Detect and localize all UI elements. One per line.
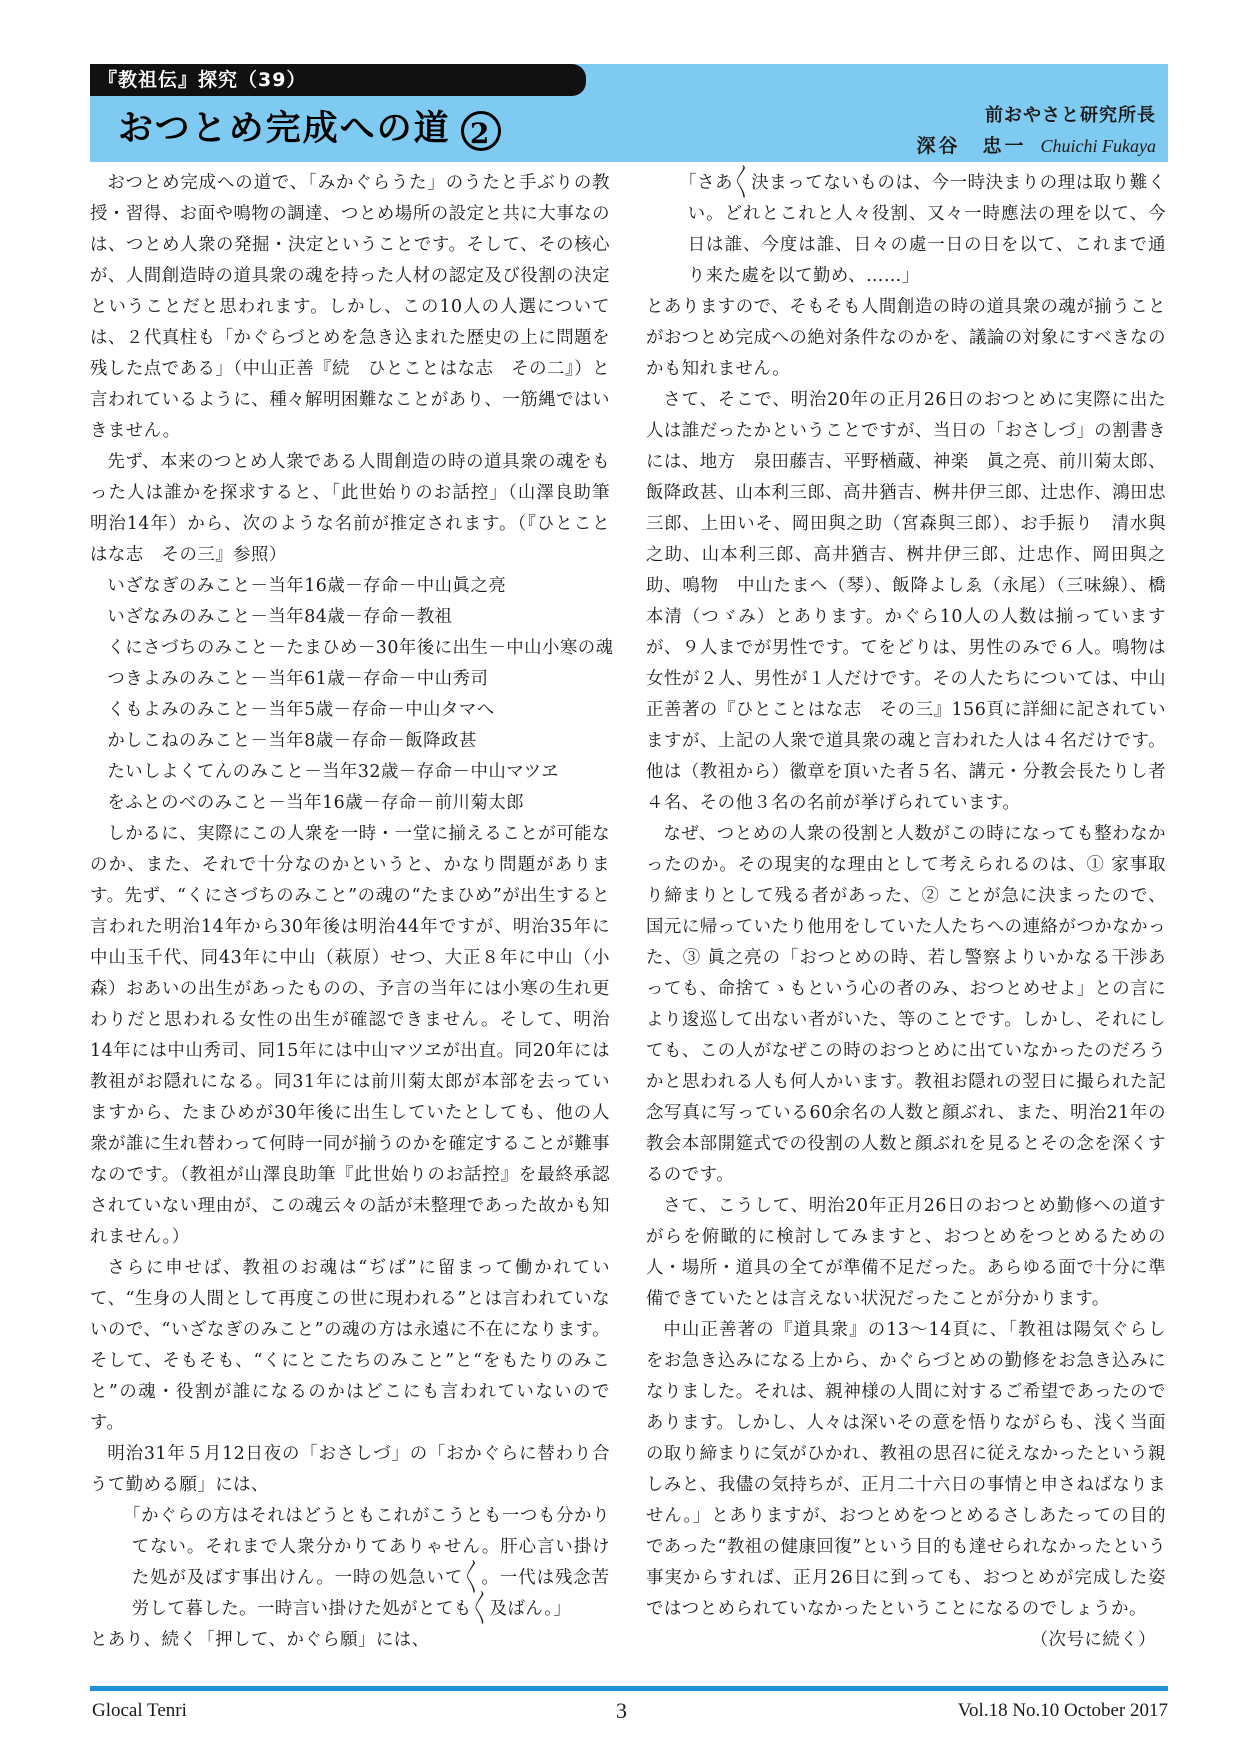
- paragraph: しかるに、実際にこの人衆を一時・一堂に揃えることが可能なのか、また、それで十分なのかというと、かなり問題があります。先ず、“くにさづちのみこと”の魂の“たまひめ”が出生すると言われた明治14年から30年後は明治44年ですが、明治35年に中山玉千代、同43年に中山（萩原）せつ、大正８年に中山（小森）おあいの出生があったものの、予言の当年には小寒の生れ更わりだと思われる女性の出生が確認できません。そして、明治14年には中山秀司、同15年には中山マツヱが出直。同20年には教祖がお隠れになる。同31年には前川菊太郎が本部を去っていますから、たまひめが30年後に出生していたとしても、他の人衆が誰に生れ替わって何時一同が揃うのかを確定することが難事なのです。（教祖が山澤良助筆『此世始りのお話控』を最終承認されていない理由が、この魂云々の話が未整理であった故かも知れません。）: [90, 824, 610, 1247]
- right-column: [646, 168, 1166, 1678]
- quotation: 「さあ〳〵決まってないものは、今一時決まりの理は取り難くい。どれとこれと人々役割、又々一時應法の理を以て、今日は誰、今度は誰、日々の處一日の日を以て、これまで通り来た處を以て勤め、……」: [679, 173, 1166, 286]
- list-item: をふとのべのみこと－当年16歳－存命－前川菊太郎: [107, 793, 525, 813]
- article-title: [118, 104, 501, 154]
- author-line: [917, 131, 1157, 158]
- paragraph: さて、そこで、明治20年の正月26日のおつとめに実際に出た人は誰だったかということですが、当日の「おさしづ」の割書きには、地方 泉田藤吉、平野楢蔵、神楽 眞之亮、前川菊太郎、飯降政甚、山本利三郎、高井猶吉、桝井伊三郎、辻忠作、鴻田忠三郎、上田いそ、岡田與之助（宮森與三郎）、お手振り 清水與之助、山本利三郎、高井猶吉、桝井伊三郎、辻忠作、岡田與之助、鳴物 中山たまへ（琴）、飯降よしゑ（永尾）（三味線）、橋本清（つゞみ）とあります。かぐら10人の人数は揃っていますが、９人までが男性です。てをどりは、男性のみで６人。鳴物は女性が２人、男性が１人だけです。その人たちについては、中山正善著の『ひとことはな志 その三』156頁に詳細に記されていますが、上記の人衆で道具衆の魂と言われた人は４名だけです。他は（教祖から）徽章を頂いた者５名、講元・分教会長たりし者４名、その他３名の名前が挙げられています。: [646, 390, 1166, 813]
- title-text: おつとめ完成への道: [118, 108, 451, 149]
- author-name-jp: 深谷 忠一: [916, 135, 1027, 157]
- list-item: くもよみのみこと－当年5歳－存命－中山タマへ: [107, 700, 495, 720]
- paragraph: さて、こうして、明治20年正月26日のおつとめ勤修への道すがらを俯瞰的に検討してみますと、おつとめをつとめるための人・場所・道具の全てが準備不足だった。あらゆる面で十分に準備できていたとは言えない状況だったことが分かります。: [646, 1196, 1166, 1309]
- paragraph: さらに申せば、教祖のお魂は“ぢば”に留まって働かれていて、“生身の人間として再度この世に現われる”とは言われていないので、“いざなぎのみこと”の魂の方は永遠に不在になります。そして、そもそも、“くにとこたちのみこと”と“をもたりのみこと”の魂・役割が誰になるのかはどこにも言われていないのです。: [90, 1258, 610, 1433]
- series-label: 『教祖伝』探究（39）: [98, 69, 307, 91]
- left-column: [90, 168, 628, 1678]
- paragraph: 中山正善著の『道具衆』の13～14頁に、「教祖は陽気ぐらしをお急き込みになる上から、かぐらづとめの勤修をお急き込みになりました。それは、親神様の人間に対するご希望であったのであります。しかし、人々は深いその意を悟りながらも、浅く当面の取り締まりに気がひかれ、教祖の思召に従えなかったという親しみと、我儘の気持ちが、正月二十六日の事情と申さねばなりません。」とありますが、おつとめをつとめるさしあたっての目的であった“教祖の健康回復”という目的も達せられなかったという事実からすれば、正月26日に到っても、おつとめが完成した姿ではつとめられていなかったということになるのでしょうか。: [646, 1320, 1166, 1619]
- author-name-en: Chuichi Fukaya: [1040, 136, 1156, 156]
- author-affiliation: 前おやさと研究所長: [985, 105, 1156, 126]
- footer-rule: [90, 1686, 1168, 1691]
- paragraph: なぜ、つとめの人衆の役割と人数がこの時になっても整わなかったのか。その現実的な理由として考えられるのは、① 家事取り締まりとして残る者があった、② ことが急に決まったので、国元に帰っていたり他用をしていた人たちへの連絡がつかなかった、③ 眞之亮の「おつとめの時、若し警察よりいかなる干渉あっても、命捨てゝもという心の者のみ、おつとめせよ」との言により逡巡して出ない者がいた、等のことです。しかし、それにしても、この人がなぜこの時のおつとめに出ていなかったのだろうかと思われる人も何人かいます。教祖お隠れの翌日に撮られた記念写真に写っている60余名の人数と顔ぶれ、また、明治21年の教会本部開筵式での役割の人数と顔ぶれを見るとその念を深くするのです。: [646, 824, 1166, 1185]
- footer-publication: Glocal Tenri: [92, 1700, 187, 1721]
- paragraph: 明治31年５月12日夜の「おさしづ」の「おかぐらに替わり合うて勤める願」には、: [90, 1444, 610, 1495]
- page-number: 3: [616, 1698, 627, 1723]
- paragraph: 先ず、本来のつとめ人衆である人間創造の時の道具衆の魂をもった人は誰かを探求すると、「此世始りのお話控」（山澤良助筆 明治14年）から、次のような名前が推定されます。（『ひとことはな志 その三』参照）: [90, 452, 628, 565]
- continued-note: （次号に続く）: [1030, 1630, 1156, 1650]
- paragraph: とありますので、そもそも人間創造の時の道具衆の魂が揃うことがおつとめ完成への絶対条件なのかを、議論の対象にすべきなのかも知れません。: [646, 297, 1166, 379]
- list-item: かしこねのみこと－当年8歳－存命－飯降政甚: [107, 731, 477, 751]
- paragraph: おつとめ完成への道で、「みかぐらうた」のうたと手ぶりの教授・習得、お面や鳴物の調達、つとめ場所の設定と共に大事なのは、つとめ人衆の発掘・決定ということです。そして、その核心が、人間創造時の道具衆の魂を持った人材の認定及び役割の決定ということだと思われます。しかし、この10人の人選については、２代真柱も「かぐらづとめを急き込まれた歴史の上に問題を残した点である」（中山正善『続 ひとことはな志 その二』）と言われているように、種々解明困難なことがあり、一筋縄ではいきません。: [90, 173, 610, 441]
- quotation: 「かぐらの方はそれはどうともこれがこうとも一つも分かりてない。それまで人衆分かりてありゃせん。肝心言い掛けた処が及ばす事出けん。一時の処急いて〳〵。一代は残念苦労して暮した。一時言い掛けた処がとても〳〵及ばん。」: [123, 1506, 610, 1619]
- paragraph: とあり、続く「押して、かぐら願」には、: [90, 1630, 430, 1650]
- list-item: いざなみのみこと－当年84歳－存命－教祖: [107, 607, 453, 627]
- list-item: くにさづちのみこと－たまひめ－30年後に出生－中山小寒の魂: [107, 638, 614, 658]
- list-item: たいしよくてんのみこと－当年32歳－存命－中山マツヱ: [107, 762, 560, 782]
- list-item: つきよみのみこと－当年61歳－存命－中山秀司: [107, 669, 489, 689]
- title-number: 2: [461, 111, 501, 151]
- footer-issue: Vol.18 No.10 October 2017: [957, 1700, 1168, 1721]
- list-item: いざなぎのみこと－当年16歳－存命－中山眞之亮: [107, 576, 507, 596]
